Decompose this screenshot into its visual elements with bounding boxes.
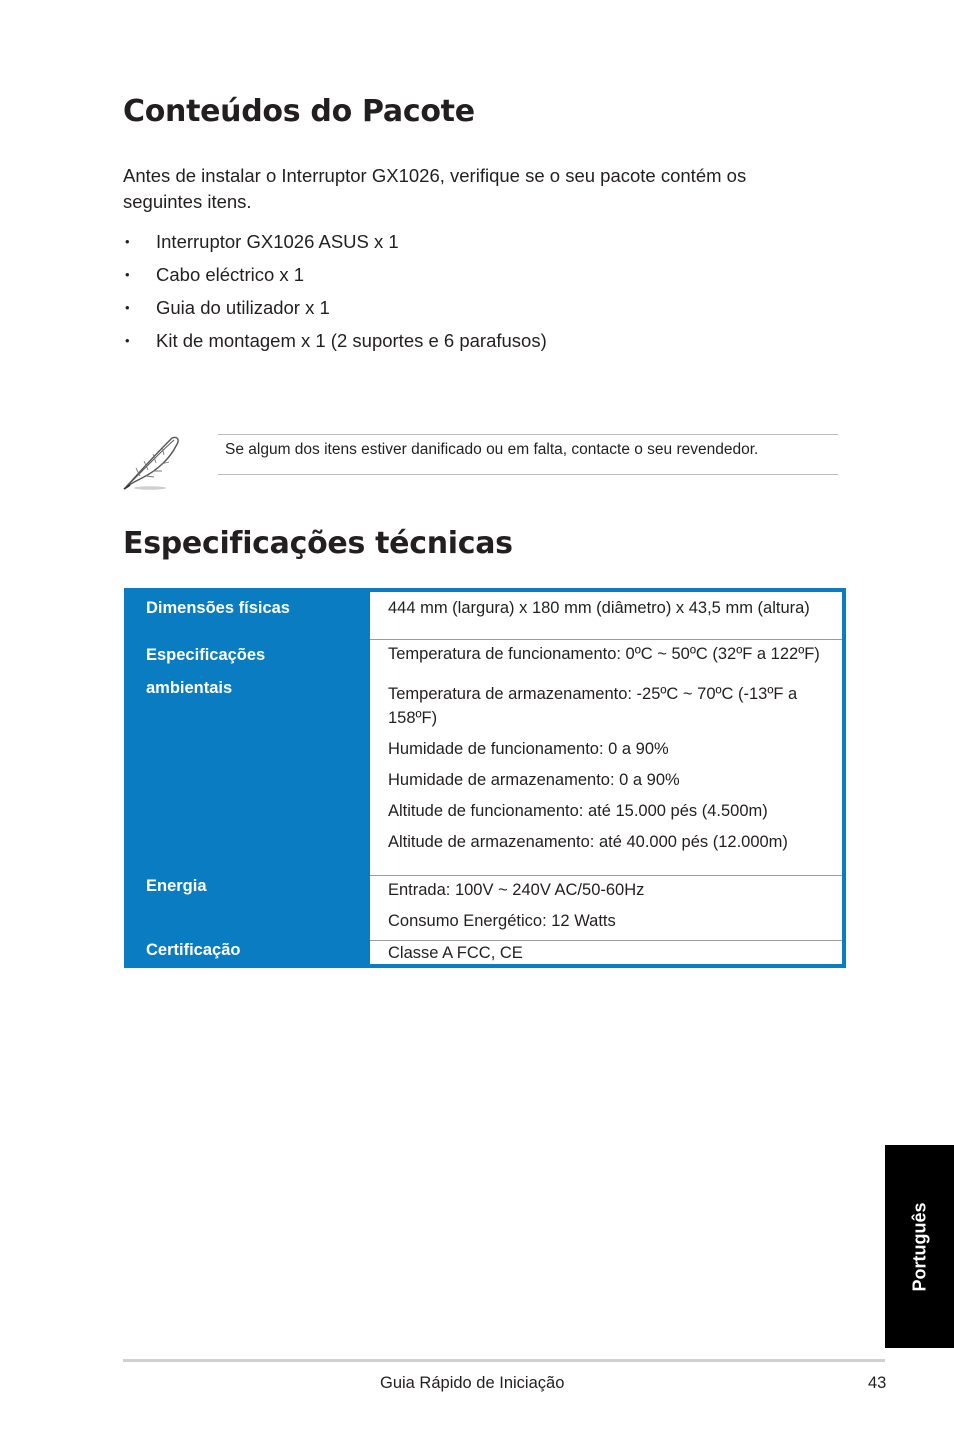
spec-line: Altitude de armazenamento: até 40.000 pés (12.000m) (388, 832, 788, 851)
spec-table (124, 588, 846, 968)
spec-value (370, 639, 844, 875)
note-text: Se algum dos itens estiver danificado ou em falta, contacte o seu revendedor. (225, 441, 759, 458)
spec-label-line: Especificações (146, 646, 266, 664)
bullet-icon: • (125, 333, 130, 348)
list-item (123, 229, 547, 262)
spec-label-line: ambientais (146, 679, 233, 697)
list-item-text: Guia do utilizador x 1 (156, 297, 330, 318)
list-item (123, 328, 547, 361)
spec-label: Certificação (126, 940, 370, 966)
list-item-text: Kit de montagem x 1 (2 suportes e 6 parafusos) (156, 330, 547, 351)
section-title-package-contents: Conteúdos do Pacote (123, 94, 475, 129)
footer-title: Guia Rápido de Iniciação (380, 1374, 565, 1392)
list-item (123, 262, 547, 295)
spec-line: Classe A FCC, CE (388, 943, 523, 962)
spec-line: 444 mm (largura) x 180 mm (diâmetro) x 43,5 mm (altura) (388, 599, 810, 617)
spec-line: Temperatura de armazenamento: -25ºC ~ 70ºC (-13ºF a (388, 684, 798, 703)
spec-label: Dimensões físicas (126, 590, 370, 639)
spec-label (126, 639, 370, 875)
table-row (126, 639, 844, 875)
spec-line: Humidade de armazenamento: 0 a 90% (388, 770, 680, 789)
bullet-icon: • (125, 234, 130, 249)
language-tab (885, 1145, 954, 1348)
footer-rule (123, 1359, 885, 1362)
language-tab-label: Português (909, 1201, 929, 1292)
bullet-icon: • (125, 267, 130, 282)
list-item-text: Cabo eléctrico x 1 (156, 264, 305, 285)
list-item-text: Interruptor GX1026 ASUS x 1 (156, 231, 399, 252)
spec-line: Altitude de funcionamento: até 15.000 pés (4.500m) (388, 801, 768, 820)
spec-label: Energia (126, 875, 370, 940)
spec-value (370, 940, 844, 966)
section-title-specifications: Especificações técnicas (123, 526, 513, 561)
note-bottom-rule (218, 474, 838, 475)
spec-line: 158ºF) (388, 708, 438, 727)
spec-line: Entrada: 100V ~ 240V AC/50-60Hz (388, 880, 645, 899)
package-items-list (123, 229, 547, 361)
intro-paragraph (123, 163, 813, 215)
spec-value (370, 590, 844, 639)
spec-value (370, 875, 844, 940)
page-number: 43 (868, 1374, 887, 1392)
table-row (126, 590, 844, 639)
feather-icon (120, 432, 182, 492)
spec-line: Temperatura de funcionamento: 0ºC ~ 50ºC (32ºF a 122ºF) (388, 644, 820, 663)
note-top-rule (218, 434, 838, 435)
spec-line: Humidade de funcionamento: 0 a 90% (388, 739, 669, 758)
table-row (126, 940, 844, 966)
list-item (123, 295, 547, 328)
intro-line: Antes de instalar o Interruptor GX1026, verifique se o seu pacote contém os (123, 165, 747, 186)
table-row (126, 875, 844, 940)
intro-line: seguintes itens. (123, 191, 252, 212)
bullet-icon: • (125, 300, 130, 315)
spec-line: Consumo Energético: 12 Watts (388, 911, 616, 930)
